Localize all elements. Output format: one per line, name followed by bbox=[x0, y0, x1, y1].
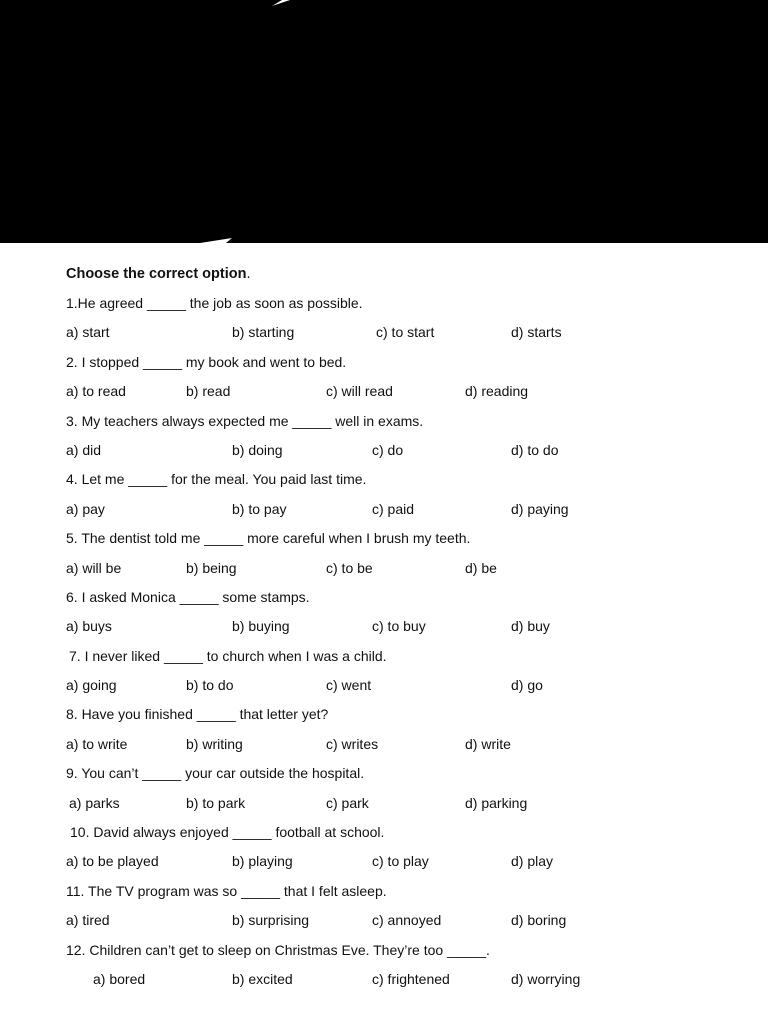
question-row bbox=[0, 879, 768, 908]
option-a[interactable]: a) start bbox=[66, 324, 110, 341]
question-text: 8. Have you finished _____ that letter yet? bbox=[66, 706, 329, 723]
option-b[interactable]: b) writing bbox=[186, 735, 243, 752]
question-row bbox=[0, 291, 768, 320]
option-d[interactable]: d) go bbox=[511, 677, 543, 694]
question-row bbox=[0, 644, 768, 673]
worksheet bbox=[0, 262, 768, 996]
option-a[interactable]: a) buys bbox=[66, 618, 112, 635]
option-b[interactable]: b) read bbox=[186, 383, 231, 400]
question-list bbox=[0, 291, 768, 996]
instruction-heading bbox=[66, 262, 768, 291]
question-text: 9. You can’t _____ your car outside the hospital. bbox=[66, 765, 365, 782]
option-d[interactable]: d) buy bbox=[511, 618, 550, 635]
option-d[interactable]: d) starts bbox=[511, 324, 562, 341]
option-c[interactable]: c) to buy bbox=[372, 618, 426, 635]
question-row bbox=[0, 585, 768, 614]
option-c[interactable]: c) frightened bbox=[372, 970, 450, 987]
question-row bbox=[0, 761, 768, 790]
option-b[interactable]: b) to do bbox=[186, 677, 234, 694]
question-row bbox=[0, 467, 768, 496]
option-c[interactable]: c) went bbox=[326, 677, 372, 694]
option-d[interactable]: d) parking bbox=[465, 794, 528, 811]
option-a[interactable]: a) tired bbox=[66, 912, 110, 929]
options-row bbox=[0, 614, 768, 643]
option-c[interactable]: c) to start bbox=[376, 324, 435, 341]
question-text: 6. I asked Monica _____ some stamps. bbox=[66, 588, 310, 605]
question-text: 1.He agreed _____ the job as soon as possible. bbox=[66, 295, 363, 311]
option-b[interactable]: b) excited bbox=[232, 970, 293, 987]
question-text: 5. The dentist told me _____ more careful when I brush my teeth. bbox=[66, 530, 471, 547]
option-c[interactable]: c) do bbox=[372, 441, 404, 458]
question-text: 3. My teachers always expected me _____ well in exams. bbox=[66, 412, 424, 429]
options-row bbox=[0, 379, 768, 408]
option-d[interactable]: d) paying bbox=[511, 500, 569, 517]
option-a[interactable]: a) will be bbox=[66, 559, 122, 576]
option-c[interactable]: c) to play bbox=[372, 853, 429, 870]
option-b[interactable]: b) to pay bbox=[232, 500, 287, 517]
option-d[interactable]: d) play bbox=[511, 853, 554, 870]
options-row bbox=[0, 967, 768, 996]
option-b[interactable]: b) starting bbox=[232, 324, 295, 341]
options-row bbox=[0, 320, 768, 349]
question-row bbox=[0, 350, 768, 379]
options-row bbox=[0, 908, 768, 937]
question-text: 12. Children can’t get to sleep on Christmas Eve. They’re too _____. bbox=[66, 941, 490, 958]
option-d[interactable]: d) boring bbox=[511, 912, 567, 929]
options-row bbox=[0, 673, 768, 702]
option-c[interactable]: c) annoyed bbox=[372, 912, 442, 929]
question-row bbox=[0, 938, 768, 967]
torn-paper-edge bbox=[0, 0, 768, 243]
options-row bbox=[0, 556, 768, 585]
options-row bbox=[0, 849, 768, 878]
option-c[interactable]: c) paid bbox=[372, 500, 415, 517]
question-row bbox=[0, 702, 768, 731]
option-b[interactable]: b) being bbox=[186, 559, 237, 576]
option-a[interactable]: a) did bbox=[66, 441, 102, 458]
option-d[interactable]: d) reading bbox=[465, 383, 529, 400]
option-d[interactable]: d) worrying bbox=[511, 970, 581, 987]
options-row bbox=[0, 438, 768, 467]
options-row bbox=[0, 497, 768, 526]
option-d[interactable]: d) be bbox=[465, 559, 497, 576]
option-a[interactable]: a) going bbox=[66, 677, 117, 694]
instruction-text: Choose the correct option bbox=[66, 266, 247, 282]
option-d[interactable]: d) to do bbox=[511, 441, 559, 458]
option-c[interactable]: c) will read bbox=[326, 383, 393, 400]
question-text: 4. Let me _____ for the meal. You paid last time. bbox=[66, 471, 367, 488]
option-a[interactable]: a) bored bbox=[93, 970, 146, 987]
question-row bbox=[0, 526, 768, 555]
option-c[interactable]: c) to be bbox=[326, 559, 373, 576]
option-d[interactable]: d) write bbox=[465, 735, 511, 752]
option-b[interactable]: b) surprising bbox=[232, 912, 310, 929]
option-a[interactable]: a) parks bbox=[69, 794, 120, 811]
options-row bbox=[0, 732, 768, 761]
question-text: 7. I never liked _____ to church when I was a child. bbox=[69, 647, 387, 664]
question-row bbox=[0, 409, 768, 438]
option-b[interactable]: b) playing bbox=[232, 853, 293, 870]
black-redaction-band bbox=[0, 0, 768, 243]
option-c[interactable]: c) park bbox=[326, 794, 369, 811]
option-a[interactable]: a) to write bbox=[66, 735, 128, 752]
option-a[interactable]: a) pay bbox=[66, 500, 105, 517]
question-text: 10. David always enjoyed _____ football at school. bbox=[70, 824, 385, 841]
question-text: 11. The TV program was so _____ that I felt asleep. bbox=[66, 882, 387, 899]
option-b[interactable]: b) to park bbox=[186, 794, 246, 811]
question-row bbox=[0, 820, 768, 849]
option-a[interactable]: a) to be played bbox=[66, 853, 159, 870]
option-b[interactable]: b) buying bbox=[232, 618, 290, 635]
question-text: 2. I stopped _____ my book and went to bed. bbox=[66, 353, 347, 370]
option-a[interactable]: a) to read bbox=[66, 383, 126, 400]
options-row bbox=[0, 791, 768, 820]
instruction-period: . bbox=[246, 266, 251, 282]
option-b[interactable]: b) doing bbox=[232, 441, 283, 458]
option-c[interactable]: c) writes bbox=[326, 735, 379, 752]
